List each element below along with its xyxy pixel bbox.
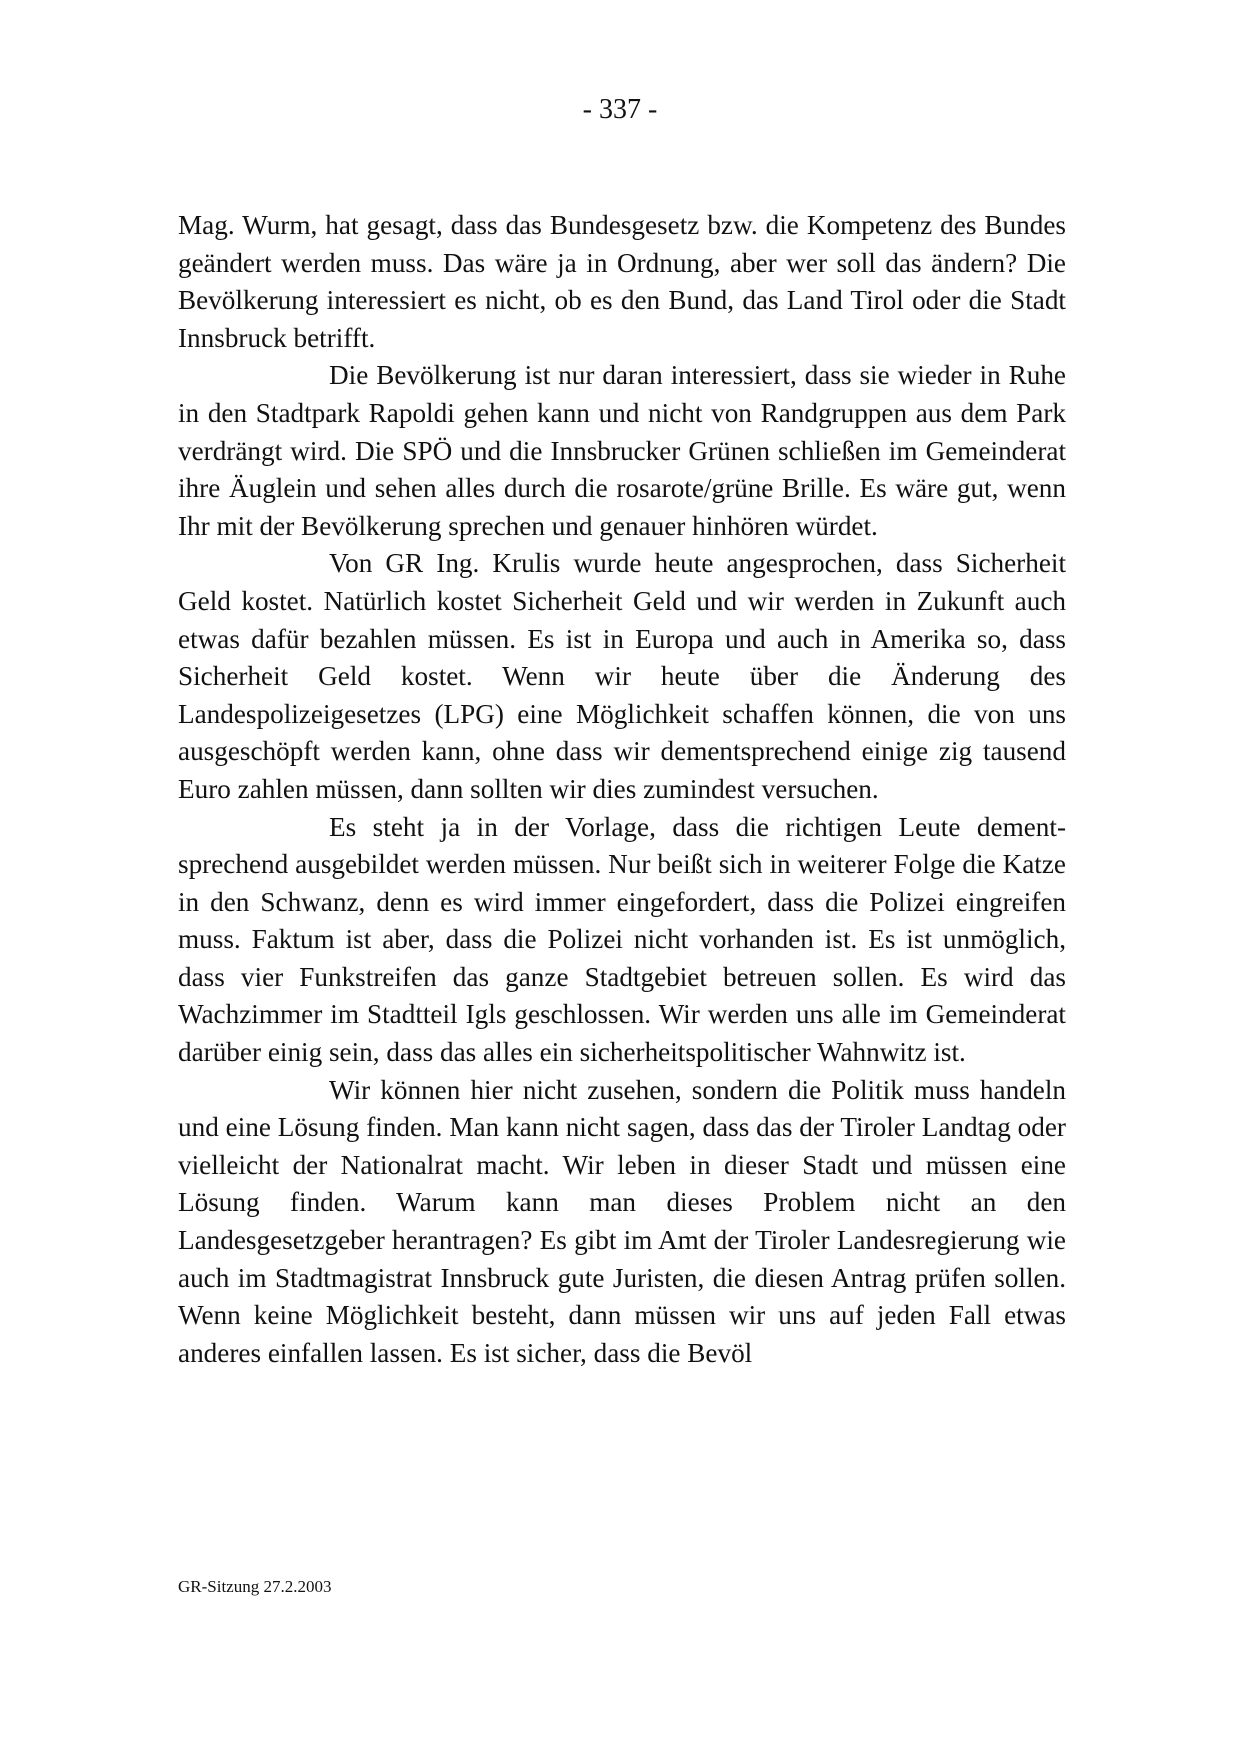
paragraph: Es steht ja in der Vorlage, dass die richtigen Leute dementsprechend ausgebildet werden müssen. Nur beißt sich in weiterer Folge die Katze in den Schwanz, denn es wird immer eingefordert, dass die Polizei eingreifen muss. Faktum ist aber, dass die Polizei nicht vorhanden ist. Es ist unmöglich, dass vier Funkstreifen das ganze Stadtgebiet betreuen sollen. Es wird das Wachzimmer im Stadtteil Igls geschlossen. Wir werden uns alle im Gemeinderat darüber einig sein, dass das alles ein sicherheitspolitischer Wahnwitz ist.: [178, 811, 1066, 1068]
paragraph-continuation: Mag. Wurm, hat gesagt, dass das Bundesgesetz bzw. die Kompetenz des Bundes geändert werden muss. Das wäre ja in Ordnung, aber wer soll das ändern? Die Bevölkerung interessiert es nicht, ob es den Bund, das Land Tirol oder die Stadt Innsbruck betrifft.: [178, 210, 1066, 353]
paragraph: Die Bevölkerung ist nur daran interessiert, dass sie wieder in Ruhe in den Stadtpark Rapoldi gehen kann und nicht von Randgruppen aus dem Park verdrängt wird. Die SPÖ und die Innsbrucker Grünen schließen im Gemeinderat ihre Äuglein und sehen alles durch die rosarote/grüne Brille. Es wäre gut, wenn Ihr mit der Bevölkerung sprechen und genauer hinhören würdet.: [178, 360, 1066, 541]
document-body: [178, 207, 1066, 1372]
page-footer: GR-Sitzung 27.2.2003: [178, 1577, 332, 1596]
paragraph: Wir können hier nicht zusehen, sondern die Politik muss handeln und eine Lösung finden. Man kann nicht sagen, dass das der Tiroler Landtag oder vielleicht der Nationalrat macht. Wir leben in dieser Stadt und müssen eine Lösung finden. Warum kann man dieses Problem nicht an den Landesgesetzgeber herantragen? Es gibt im Amt der Tiroler Landesregierung wie auch im Stadtmagistrat Innsbruck gute Juristen, die diesen Antrag prüfen sollen. Wenn keine Möglichkeit besteht, dann müssen wir uns auf jeden Fall etwas anderes einfallen lassen. Es ist sicher, dass die Bevöl: [178, 1074, 1066, 1368]
paragraph: Von GR Ing. Krulis wurde heute angesprochen, dass Sicherheit Geld kostet. Natürlich kostet Sicherheit Geld und wir werden in Zukunft auch etwas dafür bezahlen müssen. Es ist in Europa und auch in Amerika so, dass Sicherheit Geld kostet. Wenn wir heute über die Änderung des Landespolizeigesetzes (LPG) eine Möglichkeit schaffen können, die von uns ausgeschöpft werden kann, ohne dass wir dementsprechend einige zig tausend Euro zahlen müssen, dann sollten wir dies zumindest versuchen.: [178, 548, 1066, 804]
page-number: - 337 -: [582, 94, 658, 125]
